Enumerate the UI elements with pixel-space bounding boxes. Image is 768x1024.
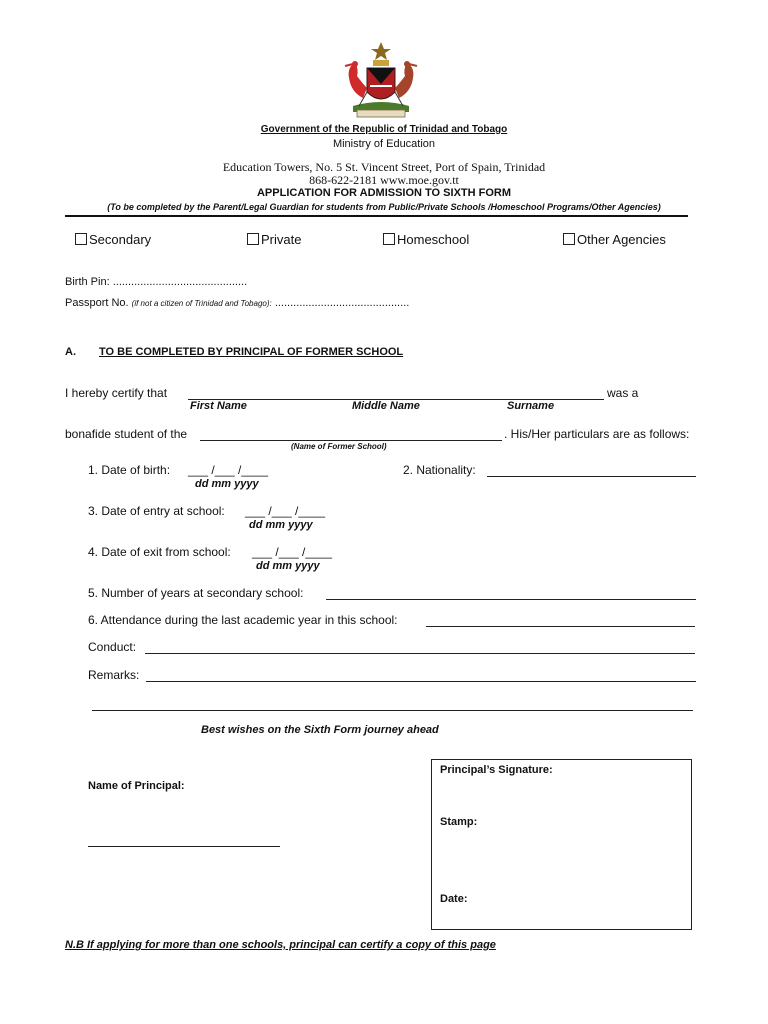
option-private[interactable]: Private [247, 232, 301, 247]
best-wishes-text: Best wishes on the Sixth Form journey ahead [201, 724, 439, 736]
nationality-label: 2. Nationality: [403, 463, 476, 477]
checkbox-icon[interactable] [563, 233, 575, 245]
dob-format: dd mm yyyy [195, 478, 259, 490]
passport-field[interactable]: Passport No. (if not a citizen of Trinidad and Tobago): ............................................ [65, 297, 410, 309]
government-title: Government of the Republic of Trinidad and Tobago [260, 124, 508, 135]
former-school-input[interactable] [200, 440, 502, 441]
option-other-agencies[interactable]: Other Agencies [563, 232, 666, 247]
option-homeschool[interactable]: Homeschool [383, 232, 469, 247]
years-input[interactable] [326, 599, 696, 600]
attendance-input[interactable] [426, 626, 695, 627]
principal-name-label: Name of Principal: [88, 780, 185, 792]
first-name-caption: First Name [190, 400, 247, 412]
birth-pin-field[interactable]: Birth Pin: ............................................ [65, 276, 248, 288]
attendance-label: 6. Attendance during the last academic year in this school: [88, 613, 398, 627]
coat-of-arms-icon [333, 40, 429, 120]
nb-note: N.B If applying for more than one schools, principal can certify a copy of this page [65, 939, 496, 951]
option-secondary[interactable]: Secondary [75, 232, 151, 247]
date-label: Date: [440, 893, 468, 905]
ministry-contact: 868-622-2181 www.moe.gov.tt [309, 173, 459, 187]
former-school-caption: (Name of Former School) [291, 442, 387, 451]
checkbox-icon[interactable] [383, 233, 395, 245]
remarks-input[interactable] [146, 681, 696, 682]
remarks-label: Remarks: [88, 668, 140, 682]
middle-name-caption: Middle Name [352, 400, 420, 412]
entry-date-input[interactable]: ___ /___ /____ [245, 504, 326, 518]
section-a-letter: A. [65, 346, 76, 358]
form-title: APPLICATION FOR ADMISSION TO SIXTH FORM [256, 187, 512, 199]
conduct-input[interactable] [145, 653, 695, 654]
remarks-input-extra[interactable] [92, 710, 693, 711]
principal-name-input[interactable] [88, 846, 280, 847]
exit-date-format: dd mm yyyy [256, 560, 320, 572]
stamp-label: Stamp: [440, 816, 478, 828]
conduct-label: Conduct: [88, 640, 137, 654]
dob-input[interactable]: ___ /___ /____ [188, 463, 269, 477]
checkbox-icon[interactable] [247, 233, 259, 245]
surname-caption: Surname [507, 400, 555, 412]
form-instructions: (To be completed by the Parent/Legal Guardian for students from Public/Private Schools /Homeschool Programs/Other Agencies) [107, 202, 661, 212]
dob-label: 1. Date of birth: [88, 463, 171, 477]
years-label: 5. Number of years at secondary school: [88, 586, 304, 600]
ministry-title: Ministry of Education [332, 138, 436, 150]
exit-date-label: 4. Date of exit from school: [88, 545, 231, 559]
entry-date-label: 3. Date of entry at school: [88, 504, 225, 518]
exit-date-input[interactable]: ___ /___ /____ [252, 545, 333, 559]
signature-box[interactable] [431, 759, 692, 930]
section-a-title: TO BE COMPLETED BY PRINCIPAL OF FORMER SCHOOL [99, 346, 404, 358]
bonafide-prefix: bonafide student of the [65, 427, 188, 441]
nationality-input[interactable] [487, 476, 696, 477]
entry-date-format: dd mm yyyy [249, 519, 313, 531]
header-divider [65, 215, 688, 217]
ministry-address: Education Towers, No. 5 St. Vincent Street, Port of Spain, Trinidad [222, 160, 546, 174]
principal-signature-label: Principal’s Signature: [440, 764, 553, 776]
bonafide-suffix: . His/Her particulars are as follows: [504, 427, 690, 441]
certify-prefix: I hereby certify that [65, 386, 168, 400]
certify-suffix: was a [607, 386, 639, 400]
checkbox-icon[interactable] [75, 233, 87, 245]
